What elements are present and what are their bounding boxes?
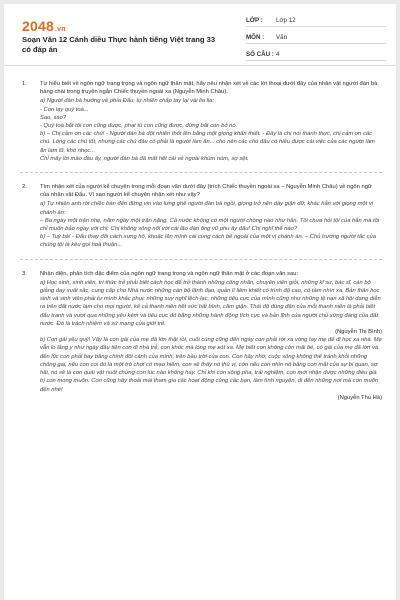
meta-label: MÔN : (246, 33, 265, 41)
question-divider (20, 172, 382, 173)
question-number: 2. (22, 184, 27, 191)
document-header (4, 4, 396, 66)
meta-value: 4 (276, 50, 280, 58)
question-number: 3. (22, 270, 27, 277)
question-stem: Tự hiểu biết về ngôn ngữ trang trọng và ngôn ngữ thân mật, hãy nêu nhận xét về các lời thoại dưới đây của nhân vật người đàn bà hàng chài trong truyện ngắn Chiếc thuyền ngoài xa (Nguyễn Minh Châu). (40, 81, 378, 96)
passage-b: b) Con gái yêu quý! Vậy là con gái của mẹ đã lớn thật rồi, cuối cùng cũng đến ngày con phải rời xa vòng tay mẹ để đi học xa nhà. Mẹ vẫn lo lắng y như ngày đầu tiên con đi nhà trẻ, con khóc mà lòng mẹ xót xa. Mẹ biết con không còn mãi bé, có gái của mẹ đã lớn và đến lúc con phải bay bằng chính đôi cánh của mình, trên bầu trời của con. Con hãy nhớ, cuộc sống không thể tránh khỏi những chông gai, nếu con coi đó là một trò chơi có mạo hiểm, con sẽ thấy nó thú vị, còn nếu con nhìn nó bằng con mắt của sự bi quan, sợ hãi, nó sẽ là con quái vật nuốt chửng con lúc nào không hay. Chỉ khi con xông pha, trải nghiệm, con mới nhận được những điều giá trị con mong muốn. Con cũng hãy thoải mái tham gia các hoạt động cùng các bạn, làm tình nguyện, đi đến những nơi mà con muốn đến nhé! (40, 337, 382, 393)
answer-line: a) Người đàn bà hướng về phía Đẩu, tự nhiên chắp tay lại vái lia lịa: (40, 98, 215, 105)
answer-line: - Quý toà bắt tội con cũng được, phạt tù con cũng được, đừng bắt con bỏ nó. (40, 123, 238, 130)
meta-value: Văn (276, 33, 288, 41)
answer-line: a) Tự nhiên anh rời chiếc bàn đến đứng vịn vào lưng ghế người đàn bà ngồi, giọng trở nên dày giận dữ, khác hẳn với giọng một vị chánh án: (40, 201, 374, 216)
logo-tld: .vn (54, 26, 66, 33)
question-stem: Tìm nhận xét của người kể chuyện trong mỗi đoạn văn dưới đây (trích Chiếc thuyền ngoài xa – Nguyễn Minh Châu) về ngôn ngữ của nhân vật Đẩu. Vì sao người kể chuyện nhận xét như vậy? (40, 184, 372, 199)
meta-row-class (246, 14, 386, 27)
logo-main: 2048 (22, 18, 54, 34)
question-number: 1. (22, 81, 27, 87)
passage-b-author: (Nguyễn Thu Hà) (337, 394, 382, 401)
question-3 (20, 270, 382, 402)
site-logo[interactable] (22, 18, 66, 34)
meta-label: SỐ CÂU : (246, 50, 274, 58)
passage-a-author: (Nguyễn Thị Bình) (335, 329, 382, 336)
question-2 (20, 183, 382, 250)
meta-row-question-count (246, 48, 386, 61)
passage-a: a) Học sinh, sinh viên, trí thức trẻ phải biết cách học để trở thành những công nhân, chuyên viên giỏi, những kĩ sư, bác sĩ, cán bộ giảng dạy xuất sắc, cung cấp cho Nhà nước những cán bộ lãnh đạo, quản lí liêm khiết có trình độ cao, có tầm nhìn xa. Bản thân học sinh và sinh viên phải tự mình khắc phục những suy nghĩ lệch lạc, những tiêu cực của mình cũng như những tệ nạn xã hội đang diễn ra trên đất nước làm cho mọi người, kể cả thanh niên hết sức bất bình, căm giận. Thái độ đúng đắn của mỗi thanh niên là phải biết đấu tranh và vượt qua những yếu kém và tiêu cực đó bằng những hành động tích cực và bản lĩnh của người chủ xứng đáng của đất nước. Đó là trách nhiệm và sứ mạng của giới trẻ. (40, 279, 381, 327)
answer-line: b) – Tuỳ bà! - Đẩu thay đổi cách xưng hô, khoác lên mình cái cung cách bề ngoài của một vị chánh án. – Chủ trương người tắc của chúng tôi là kêu gọi hoà thuận... (40, 234, 376, 249)
question-stem: Nhận diện, phân tích đặc điểm của ngôn ngữ trang trọng và ngôn ngữ thân mật ở các đoạn văn sau: (40, 270, 299, 277)
document-content (20, 80, 382, 402)
answer-line: Chỉ mấy lời mào đầu ấy, người đàn bà đã mất hết cái vẻ ngoài khúm núm, sợ sệt. (40, 155, 249, 162)
question-divider (20, 259, 382, 260)
meta-label: LỚP : (246, 16, 263, 24)
answer-line: – Ba ngày một trận nhẹ, năm ngày một trận nặng. Cả nước không có một người chồng nào như hắn. Tôi chưa hỏi tội của hắn mà tôi chỉ muốn bảo ngay với chị: Chị không sống nổi với cái lão đàn ông vũ phu ấy đâu! Chị nghĩ thế nào? (40, 217, 380, 233)
question-1 (20, 80, 382, 163)
document-meta (246, 14, 386, 65)
meta-row-subject (246, 31, 386, 44)
document-title: Soạn Văn 12 Cánh diều Thực hành tiếng Việt trang 33 có đáp án (22, 35, 216, 54)
answer-line: Sao, sao? (40, 114, 67, 121)
document-page (4, 4, 396, 600)
answer-line: - Con lạy quý toà... (40, 106, 89, 113)
answer-line: b) – Chị cảm ơn các chú! - Người đàn bà đột nhiên thốt lên bằng một giọng khẩn thiết. - Đây là chị nói thành thực, chị cảm ơn các chú. Lòng các chú tốt, nhưng các chú đâu có phải là người làm ăn... cho nên các chú đâu có hiểu được cái việc của các người làm ăn lam lũ, khó nhọc... (40, 131, 375, 154)
meta-value: Lớp 12 (276, 16, 296, 24)
